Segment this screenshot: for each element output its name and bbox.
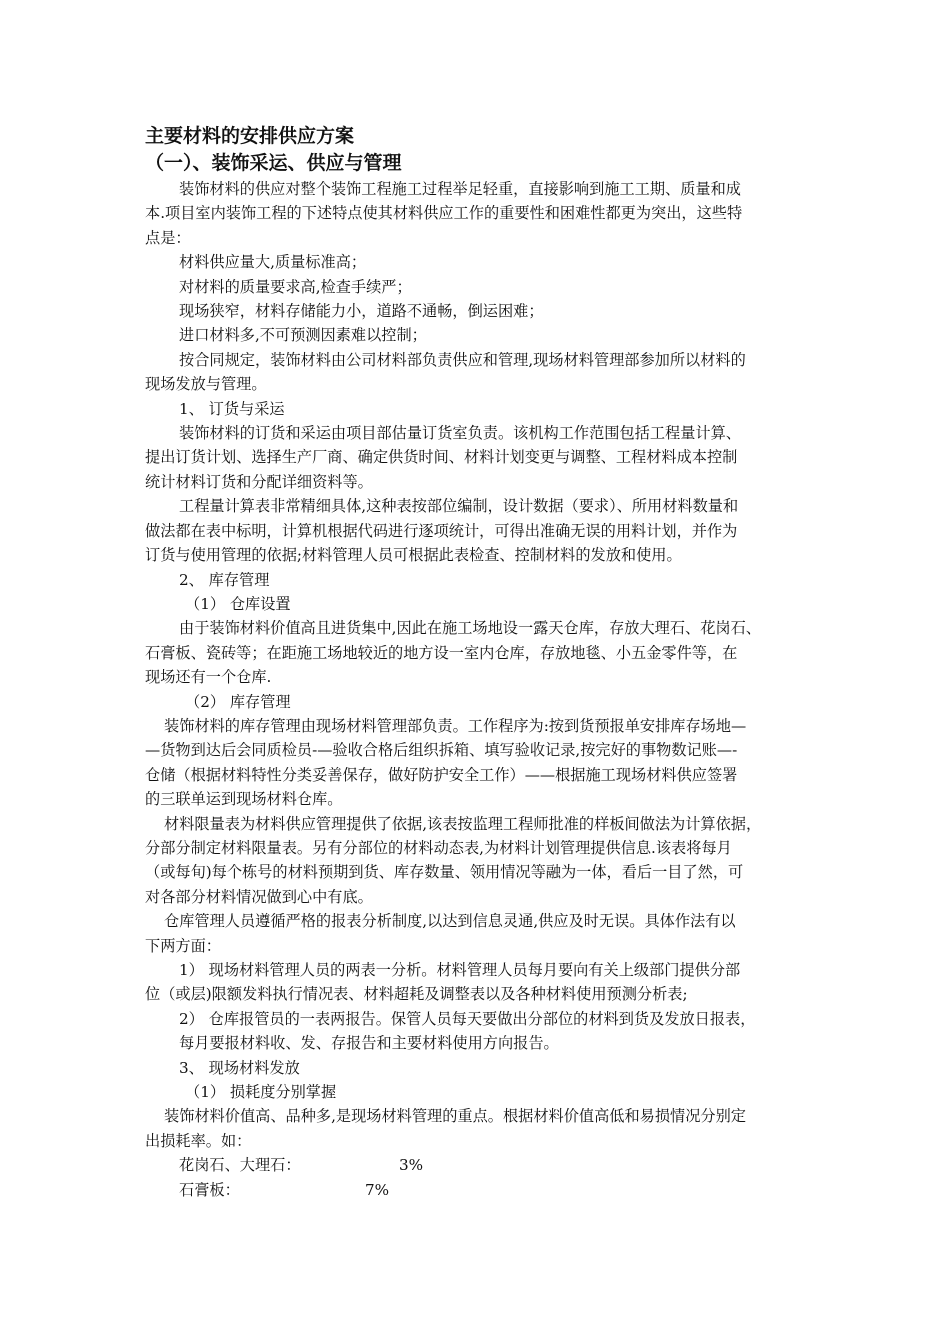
paragraph-line: 提出订货计划、选择生产厂商、确定供货时间、材料计划变更与调整、工程材料成本控制 [145,448,738,467]
list-item: 1） 现场材料管理人员的两表一分析。材料管理人员每月要向有关上级部门提供分部 [179,961,741,979]
paragraph-line: 材料限量表为材料供应管理提供了依据,该表按监理工程师批准的样板间做法为计算依据， [164,814,762,833]
subheading-inventory: 2、 库存管理 [179,570,270,589]
paragraph-line: 位（或层)限额发料执行情况表、材料超耗及调整表以及各种材料使用预测分析表; [145,985,688,1004]
paragraph-line: 仓储（根据材料特性分类妥善保存，做好防护安全工作）——根据施工现场材料供应签署 [145,765,738,784]
list-item: 进口材料多,不可预测因素难以控制； [179,326,427,345]
paragraph-line: 点是： [145,228,191,247]
paragraph-line: 分部分制定材料限量表。另有分部位的材料动态表,为材料计划管理提供信息.该表将每月 [145,838,732,857]
paragraph-line: 做法都在表中标明，计算机根据代码进行逐项统计，可得出准确无误的用料计划，并作为 [145,521,738,540]
paragraph-line: 现场还有一个仓库. [145,668,272,687]
paragraph-line: 对各部分材料情况做到心中有底。 [145,887,373,906]
loss-rate-value: 3% [399,1156,424,1175]
subheading-loss-rate: （1） 损耗度分别掌握 [185,1083,337,1102]
paragraph-line: 装饰材料的库存管理由现场材料管理部负责。工作程序为:按到货预报单安排库存场地— [164,716,747,735]
loss-rate-row [145,1178,813,1202]
paragraph-line: 的三联单运到现场材料仓库。 [145,790,343,809]
list-item: 现场狭窄，材料存储能力小，道路不通畅，倒运困难； [179,302,544,321]
paragraph-line: 由于装饰材料价值高且进货集中,因此在施工场地设一露天仓库，存放大理石、花岗石、 [179,619,761,638]
subheading-warehouse-setup: （1） 仓库设置 [185,594,291,613]
document-title: 主要材料的安排供应方案 [145,125,355,147]
paragraph-line: 现场发放与管理。 [145,375,267,394]
document-page [145,123,813,1202]
paragraph-line: （或每旬)每个栋号的材料预期到货、库存数量、领用情况等融为一体，看后一目了然，可 [145,863,744,882]
subheading-onsite-distribution: 3、 现场材料发放 [179,1058,300,1077]
paragraph-line: 按合同规定，装饰材料由公司材料部负责供应和管理,现场材料管理部参加所以材料的 [179,350,746,369]
loss-rate-value: 7% [365,1180,390,1199]
paragraph-line: —货物到达后会同质检员-—验收合格后组织拆箱、填写验收记录,按完好的事物数记账—- [145,741,738,760]
subheading-inventory-management: （2） 库存管理 [185,692,291,711]
subheading-ordering: 1、 订货与采运 [179,399,285,418]
paragraph-line: 工程量计算表非常精细具体,这种表按部位编制，设计数据（要求）、所用材料数量和 [179,497,739,516]
paragraph-line: 装饰材料的供应对整个装饰工程施工过程举足轻重，直接影响到施工工期、质量和成 [179,180,741,198]
section-heading: （一）、装饰采运、供应与管理 [145,152,402,174]
list-item: 材料供应量大,质量标准高； [179,253,367,272]
paragraph-line: 出损耗率。如： [145,1131,252,1150]
list-item: 2） 仓库报管员的一表两报告。保管人员每天要做出分部位的材料到货及发放日报表， [179,1009,756,1028]
list-item: 对材料的质量要求高,检查手续严； [179,277,412,296]
paragraph-line: 统计材料订货和分配详细资料等。 [145,472,373,491]
paragraph-line: 下两方面： [145,936,221,955]
paragraph-line: 装饰材料价值高、品种多,是现场材料管理的重点。根据材料价值高低和易损情况分别定 [164,1107,746,1126]
paragraph-line: 每月要报材料收、发、存报告和主要材料使用方向报告。 [179,1034,559,1053]
material-name: 石膏板： [179,1180,240,1199]
loss-rate-row [145,1153,813,1177]
paragraph-line: 本.项目室内装饰工程的下述特点使其材料供应工作的重要性和困难性都更为突出，这些特 [145,204,743,223]
paragraph-line: 仓库管理人员遵循严格的报表分析制度,以达到信息灵通,供应及时无误。具体作法有以 [164,912,736,931]
paragraph-line: 订货与使用管理的依据;材料管理人员可根据此表检查、控制材料的发放和使用。 [145,546,682,565]
material-name: 花岗石、大理石： [179,1156,301,1175]
paragraph-line: 装饰材料的订货和采运由项目部估量订货室负责。该机构工作范围包括工程量计算、 [179,424,741,443]
paragraph-line: 石膏板、瓷砖等；在距施工场地较近的地方设一室内仓库，存放地毯、小五金零件等，在 [145,643,738,662]
